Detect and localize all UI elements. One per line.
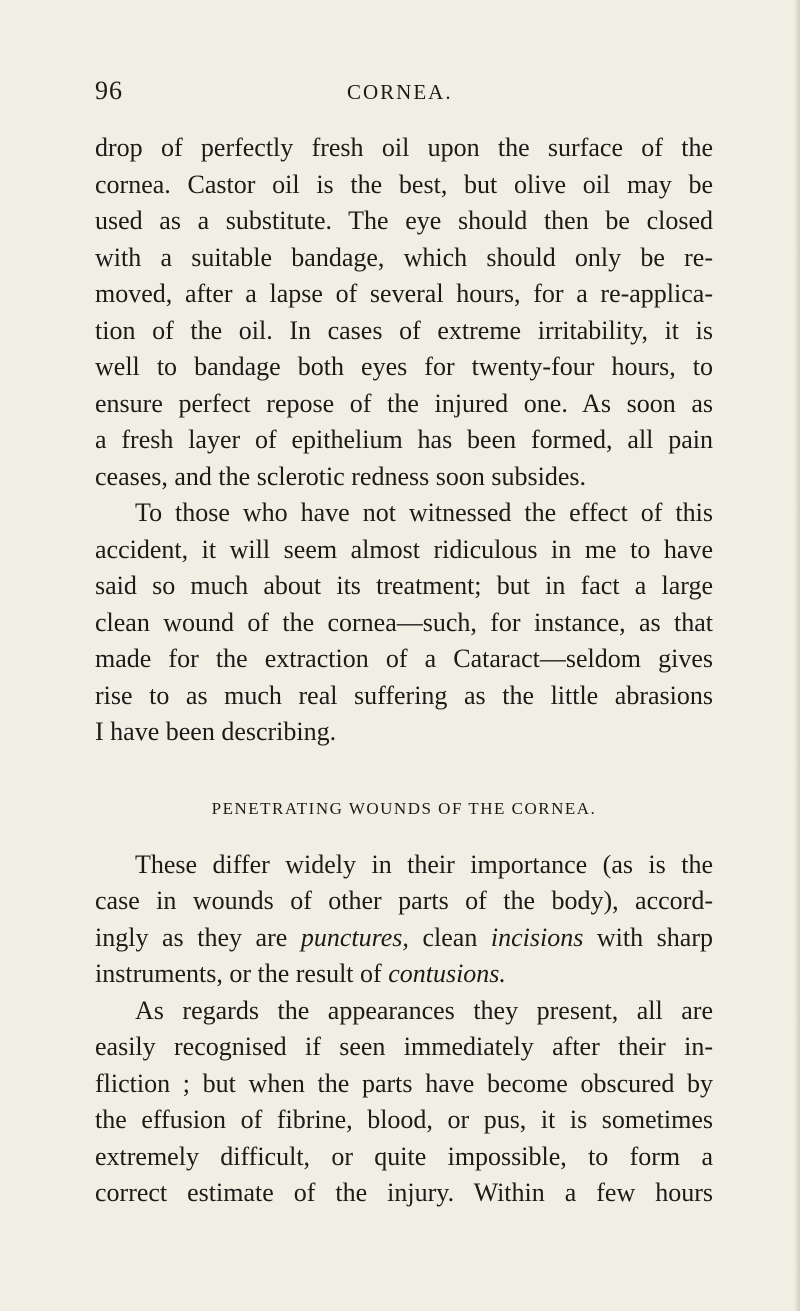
text-line: made for the extraction of a Cataract—seldom gives: [95, 644, 713, 673]
text-run: clean: [408, 922, 491, 952]
section-heading: PENETRATING WOUNDS OF THE CORNEA.: [211, 798, 597, 818]
text-line: These differ widely in their importance (as is the: [135, 849, 713, 879]
text-line: ensure perfect repose of the injured one. As soon as: [95, 388, 713, 418]
text-line: ceases, and the sclerotic redness soon subsides.: [95, 461, 586, 491]
text-line: a fresh layer of epithelium has been formed, all pain: [95, 425, 713, 454]
text-line: accident, it will seem almost ridiculous in me to have: [95, 534, 713, 564]
text-run: with sharp: [583, 922, 714, 952]
text-line: fliction ; but when the parts have become obscured by: [95, 1068, 713, 1098]
text-line: case in wounds of other parts of the body), accord-: [95, 886, 713, 915]
text-line: tion of the oil. In cases of extreme irritability, it is: [95, 315, 713, 345]
text-line: rise to as much real suffering as the little abrasions: [95, 680, 713, 710]
page-header: [95, 76, 715, 116]
italic-term-punctures: punctures,: [300, 922, 409, 952]
text-line: correct estimate of the injury. Within a few hours: [95, 1178, 713, 1207]
text-line: [95, 956, 713, 993]
text-line: well to bandage both eyes for twenty-four hours, to: [95, 352, 713, 381]
paragraph-1: [95, 130, 713, 495]
text-line: I have been describing.: [95, 717, 337, 746]
text-line: clean wound of the cornea—such, for instance, as that: [95, 607, 713, 637]
paragraph-4: [95, 993, 713, 1212]
body-text: [95, 130, 713, 1212]
text-line: moved, after a lapse of several hours, for a re-applica-: [95, 279, 713, 308]
text-line: As regards the appearances they present, all are: [135, 995, 713, 1025]
text-run: instruments, or the result of: [95, 959, 389, 988]
running-head: CORNEA.: [347, 80, 453, 104]
paragraph-3: [95, 847, 713, 993]
paragraph-2: [95, 495, 713, 751]
text-line: the effusion of fibrine, blood, or pus, it is sometimes: [95, 1105, 713, 1134]
text-line: used as a substitute. The eye should then be closed: [95, 206, 713, 235]
page-number: 96: [95, 76, 123, 105]
italic-term-contusions: contusions.: [388, 959, 506, 988]
text-run: ingly as they are: [95, 922, 301, 952]
page-edge-shadow: [794, 0, 800, 1311]
text-line: extremely difficult, or quite impossible, to form a: [95, 1141, 713, 1171]
text-line: with a suitable bandage, which should only be re-: [95, 242, 713, 272]
text-line: cornea. Castor oil is the best, but olive oil may be: [95, 169, 713, 199]
italic-term-incisions: incisions: [490, 922, 584, 952]
text-line: drop of perfectly fresh oil upon the surface of the: [95, 133, 713, 162]
text-line: To those who have not witnessed the effect of this: [135, 498, 713, 527]
text-line: easily recognised if seen immediately after their in-: [95, 1032, 713, 1061]
text-line: [95, 920, 713, 957]
text-line: said so much about its treatment; but in fact a large: [95, 571, 713, 600]
